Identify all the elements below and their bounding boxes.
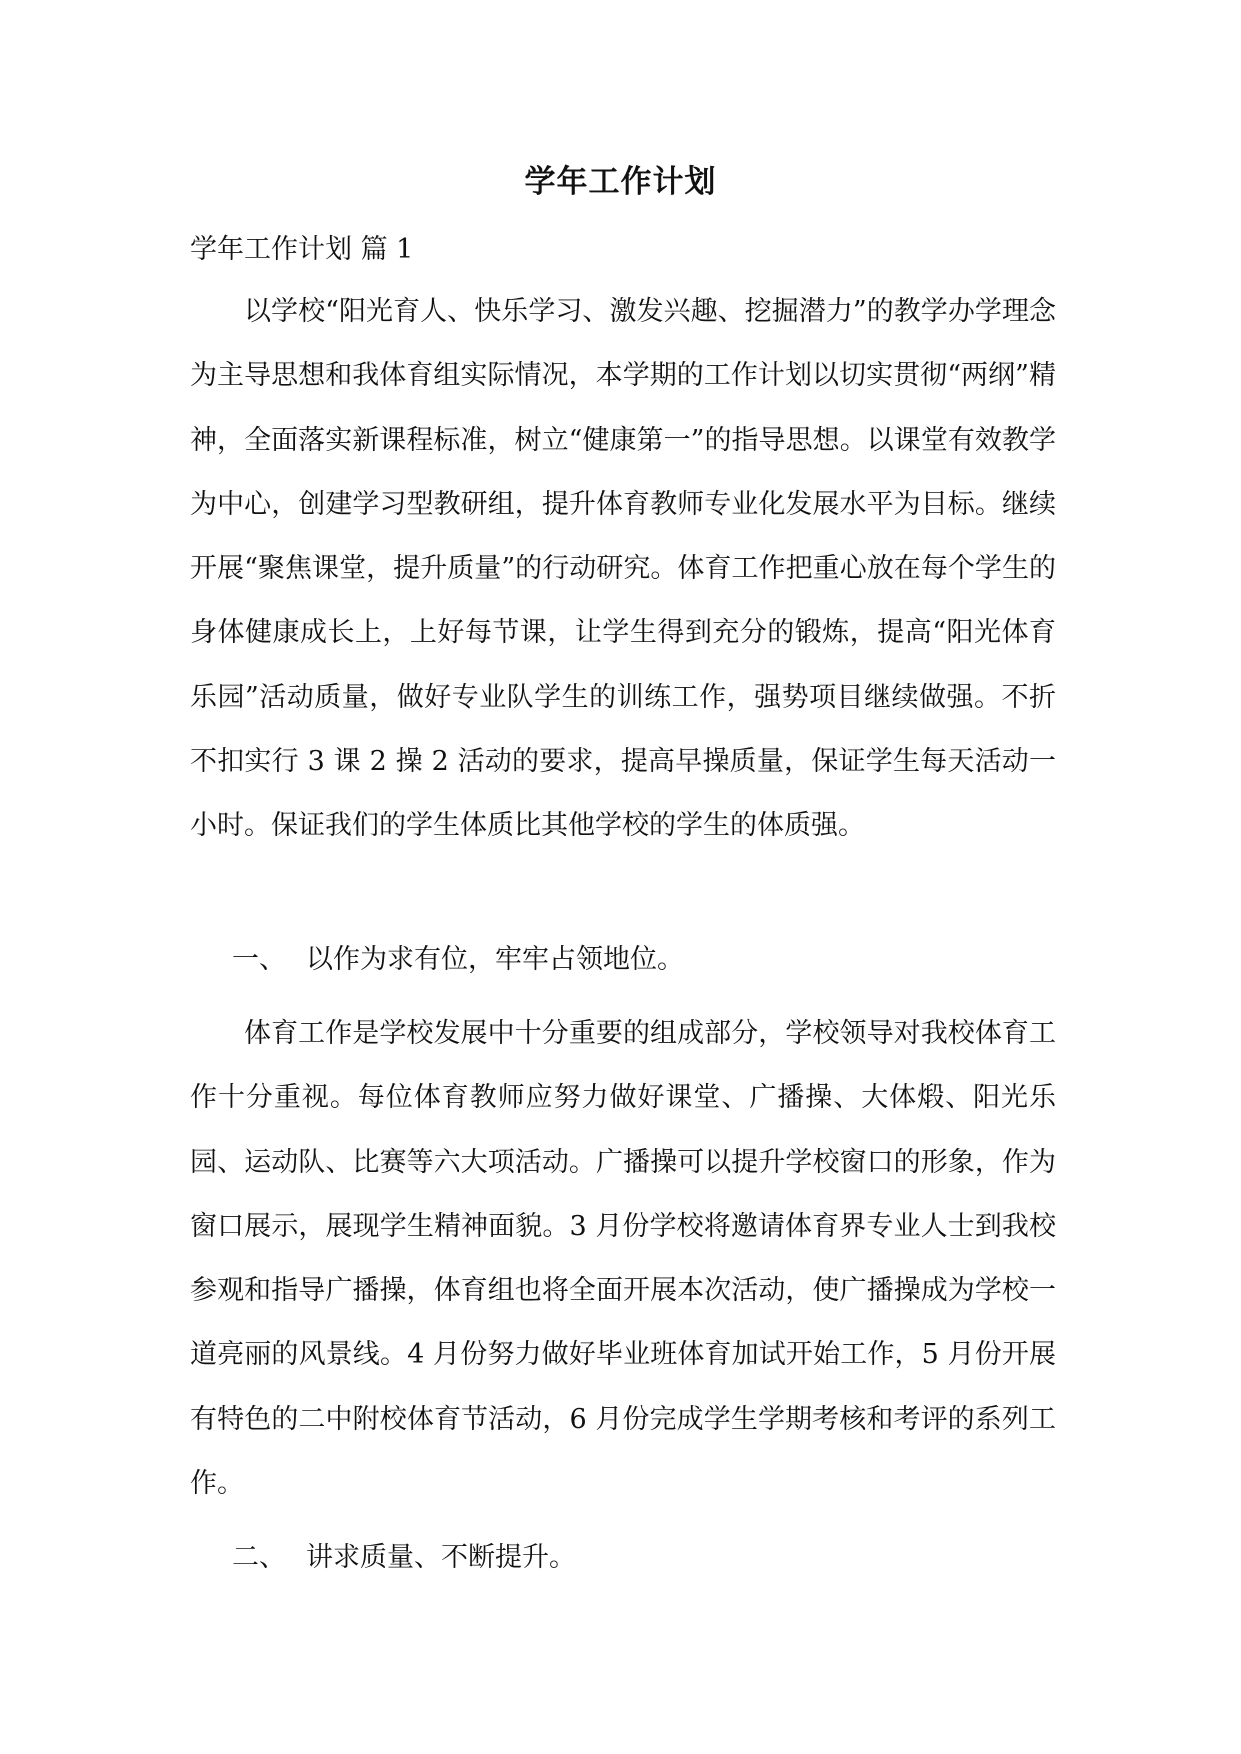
- section-heading-text: 以作为求有位，牢牢占领地位。: [306, 944, 684, 975]
- body-paragraph: 以学校“阳光育人、快乐学习、激发兴趣、挖掘潜力”的教学办学理念为主导思想和我体育组实际情况，本学期的工作计划以切实贯彻“两纲”精神，全面落实新课程标准，树立“健康第一”的指导思想。以课堂有效教学为中心，创建学习型教研组，提升体育教师专业化发展水平为目标。继续开展“聚焦课堂，提升质量”的行动研究。体育工作把重心放在每个学生的身体健康成长上，上好每节课，让学生得到充分的锻炼，提高“阳光体育乐园”活动质量，做好专业队学生的训练工作，强势项目继续做强。不折不扣实行 3 课 2 操 2 活动的要求，提高早操质量，保证学生每天活动一小时。保证我们的学生体质比其他学校的学生的体质强。: [190, 296, 1056, 842]
- document-subheading: 学年工作计划 篇 1: [190, 234, 414, 265]
- body-paragraph: 体育工作是学校发展中十分重要的组成部分，学校领导对我校体育工作十分重视。每位体育教师应努力做好课堂、广播操、大体煅、阳光乐园、运动队、比赛等六大项活动。广播操可以提升学校窗口的形象，作为窗口展示，展现学生精神面貌。3 月份学校将邀请体育界专业人士到我校参观和指导广播操，体育组也将全面开展本次活动，使广播操成为学校一道亮丽的风景线。4 月份努力做好毕业班体育加试开始工作，5 月份开展有特色的二中附校体育节活动，6 月份完成学生学期考核和考评的系列工作。: [190, 1018, 1056, 1500]
- document-title: 学年工作计划: [524, 164, 717, 200]
- section-number: 二、: [232, 1542, 286, 1573]
- section-heading: [190, 1526, 576, 1590]
- section-heading: [190, 928, 684, 992]
- section-number: 一、: [232, 944, 286, 975]
- section-heading-text: 讲求质量、不断提升。: [306, 1542, 576, 1573]
